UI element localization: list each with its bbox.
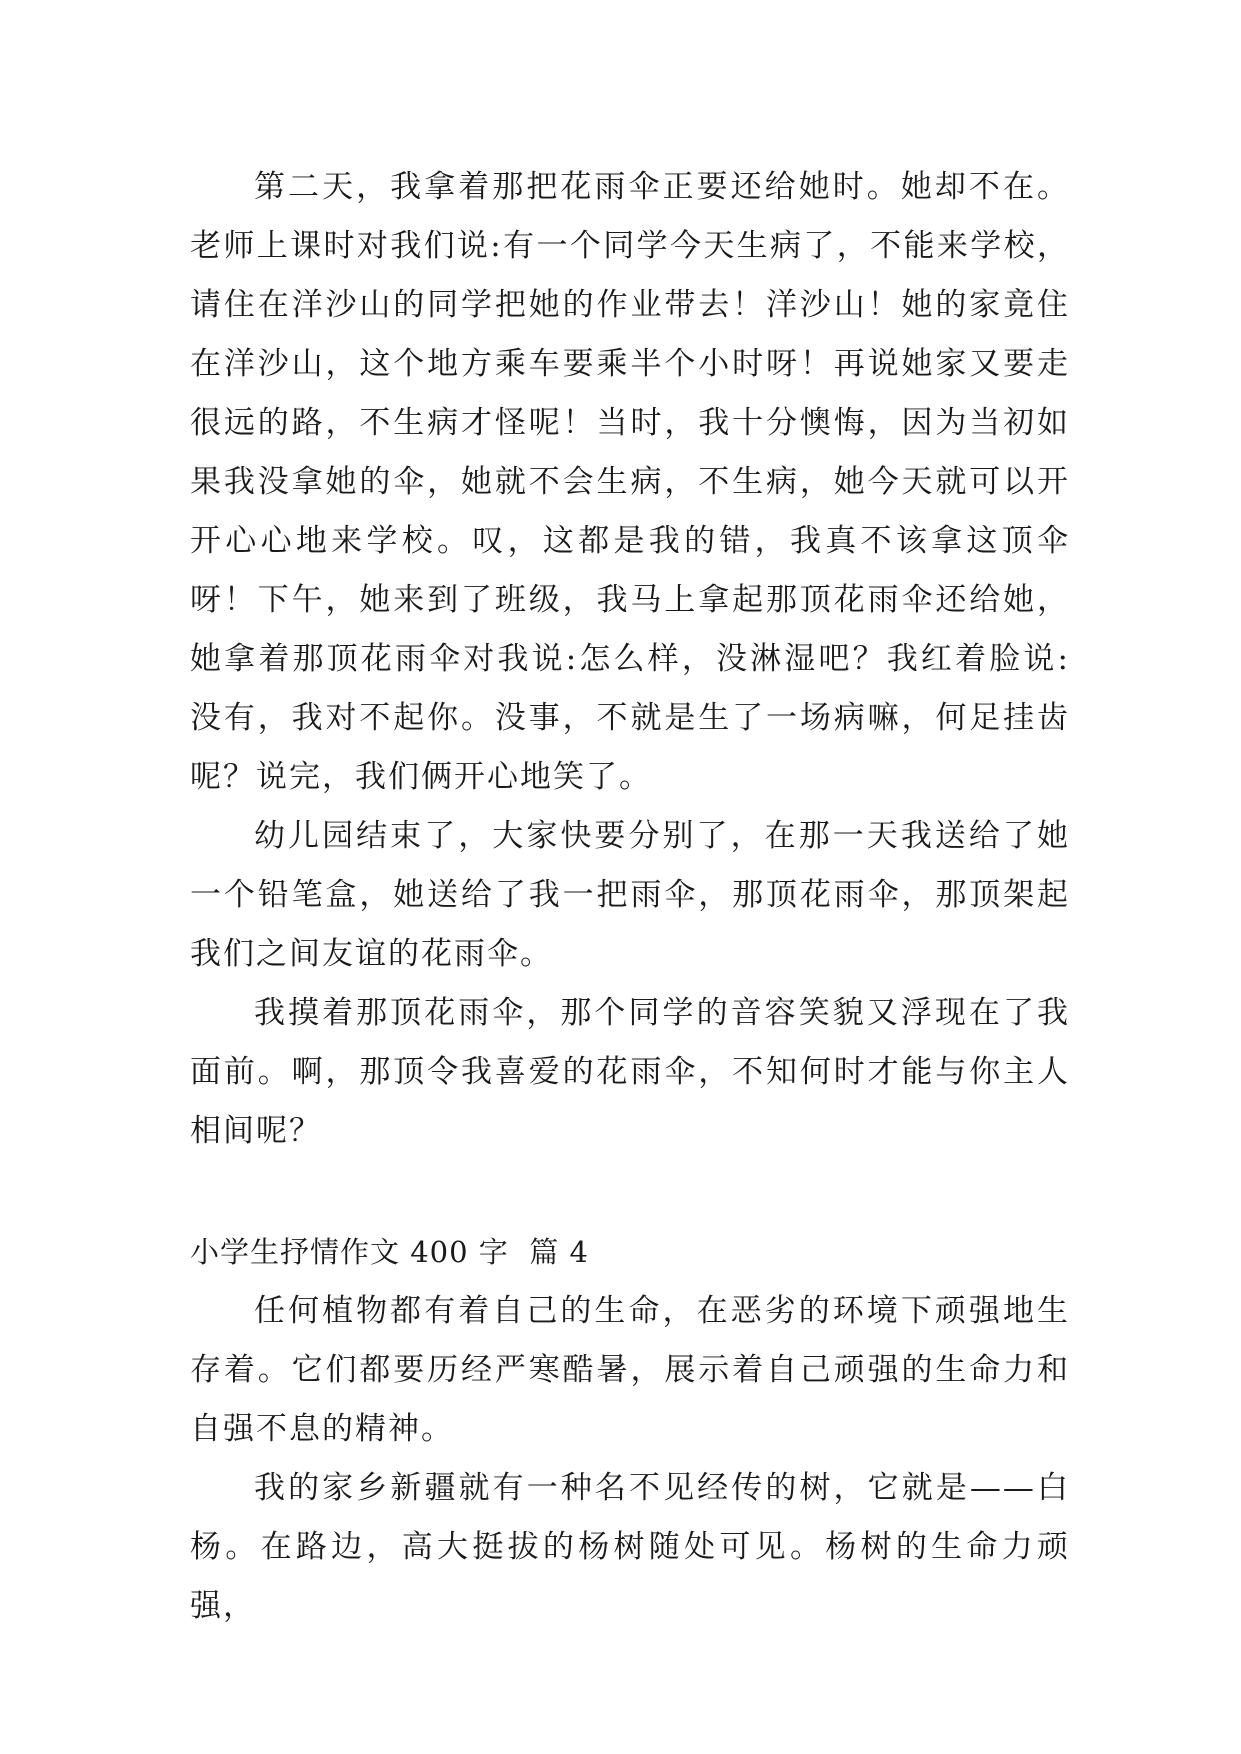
paragraph-kindergarten-end: 幼儿园结束了，大家快要分别了，在那一天我送给了她一个铅笔盒，她送给了我一把雨伞，那顶花雨伞，那顶架起我们之间友谊的花雨伞。 (190, 818, 1070, 972)
paragraph-plants-life: 任何植物都有着自己的生命，在恶劣的环境下顽强地生存着。它们都要历经严寒酷暑，展示着自己顽强的生命力和自强不息的精神。 (190, 1293, 1070, 1447)
paragraph-umbrella-return: 第二天，我拿着那把花雨伞正要还给她时。她却不在。老师上课时对我们说:有一个同学今天生病了，不能来学校，请住在洋沙山的同学把她的作业带去！洋沙山！她的家竟住在洋沙山，这个地方乘车要乘半个小时呀！再说她家又要走很远的路，不生病才怪呢！当时，我十分懊悔，因为当初如果我没拿她的伞，她就不会生病，不生病，她今天就可以开开心心地来学校。叹，这都是我的错，我真不该拿这顶伞呀！下午，她来到了班级，我马上拿起那顶花雨伞还给她，她拿着那顶花雨伞对我说:怎么样，没淋湿吧？我红着脸说:没有，我对不起你。没事，不就是生了一场病嘛，何足挂齿呢？说完，我们俩开心地笑了。 (190, 169, 1070, 795)
essay-heading: 小学生抒情作文 400 字 篇 4 (190, 1235, 589, 1269)
document-page (190, 158, 1070, 1636)
paragraph-memory: 我摸着那顶花雨伞，那个同学的音容笑貌又浮现在了我面前。啊，那顶令我喜爱的花雨伞，不知何时才能与你主人相间呢？ (190, 995, 1070, 1149)
paragraph-poplar: 我的家乡新疆就有一种名不见经传的树，它就是——白杨。在路边，高大挺拔的杨树随处可见。杨树的生命力顽强， (190, 1470, 1070, 1624)
